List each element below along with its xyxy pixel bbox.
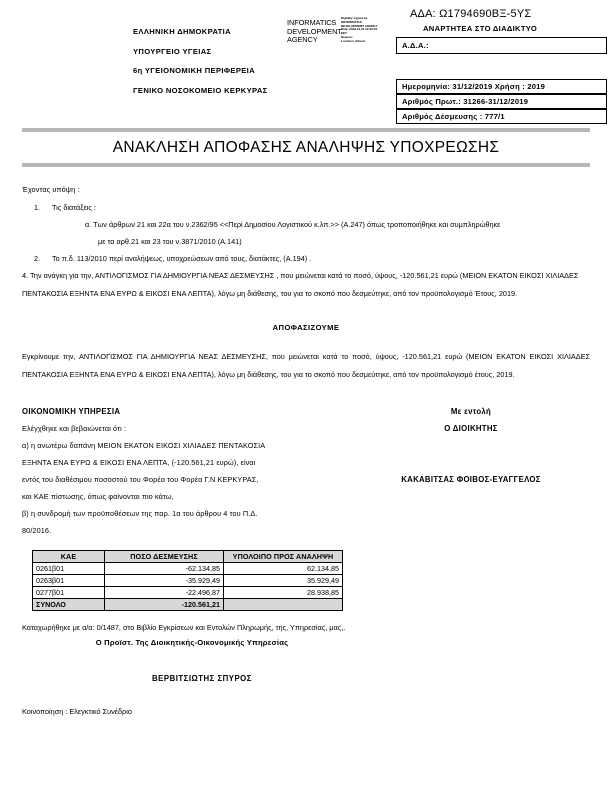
ada-field-box: Α.Δ.Α.:	[396, 37, 607, 54]
column-header-remaining: ΥΠΟΛΟΙΠΟ ΠΡΟΣ ΑΝΑΛΗΨΗ	[224, 551, 343, 563]
signature-line-7: Location: Athens	[341, 38, 366, 43]
financial-service-line-4: εντός του διαθέσιμου ποσοστού του Φορέα του Φορέα Γ.Ν ΚΕΡΚΥΡΑΣ,	[22, 475, 259, 484]
list-item-2	[22, 250, 590, 267]
list-item-4-text: 4. Την ανάγκη για την, ΑΝΤΙΛΟΓΙΣΜΟΣ ΓΙΑ ΔΗΜΙΟΥΡΓΙΑ ΝΕΑΣ ΔΕΣΜΕΥΣΗΣ , που μειώνεται κατά το ποσό, ύψους, -120.561,21 ευρώ (ΜΕΙΟΝ ΕΚΑΤΟΝ ΕΙΚΟΣΙ ΧΙΛΙΑΔΕΣ ΠΕΝΤΑΚΟΣΙΑ ΕΞΗΝΤΑ ΕΝΑ ΕΥΡΩ & ΕΙΚΟΣΙ ΕΝΑ ΛΕΠΤΑ), λόγω μη διάθεσης, του για το σκοπό που δεσμεύτηκε, από τον προϋπολογισμό Έτους, 2019.	[22, 271, 579, 298]
document-header	[0, 0, 612, 122]
cell-amount: -62.134,85	[105, 563, 224, 575]
list-item-2-marker: 2.	[34, 254, 41, 263]
table-row	[33, 563, 343, 575]
table-total-row	[33, 599, 343, 611]
signature-line-6: Reason:	[341, 34, 353, 39]
anartitea-label: ΑΝΑΡΤΗΤΕΑ ΣΤΟ ΔΙΑΔΙΚΤΥΟ	[423, 24, 538, 33]
signature-line-2: INFORMATICS	[341, 19, 362, 24]
ida-stamp-label: INFORMATICS DEVELOPMENT AGENCY	[287, 18, 342, 45]
decision-heading: ΑΠΟΦΑΣΙΖΟΥΜΕ	[272, 323, 340, 332]
by-order-label: Με εντολή	[450, 407, 492, 416]
column-header-amount: ΠΟΣΟ ΔΕΣΜΕΥΣΗΣ	[105, 551, 224, 563]
cell-amount: -35.929,49	[105, 575, 224, 587]
list-item-1a-line-1: α. Των άρθρων 21 και 22α του ν.2362/95 <<Περί Δημοσίου Λογιστικού κ.λπ.>> (Α.247) όπως τροποποιήθηκε και συμπληρώθηκε	[85, 220, 501, 229]
page-title: ΑΝΑΚΛΗΣΗ ΑΠΟΦΑΣΗΣ ΑΝΑΛΗΨΗΣ ΥΠΟΧΡΕΩΣΗΣ	[112, 139, 500, 156]
cell-total-label: ΣΥΝΟΛΟ	[33, 599, 105, 611]
financial-service-line-7: 80/2016.	[22, 526, 52, 535]
digital-signature-stamp	[341, 17, 397, 44]
table-row	[33, 575, 343, 587]
cell-kae: 0277β01	[33, 587, 105, 599]
cell-total-amount: -120.561,21	[105, 599, 224, 611]
ada-code: ΑΔΑ: Ω1794690ΒΞ-5ΥΣ	[410, 8, 532, 20]
financial-service-line-2: α) η ανωτέρω δαπάνη ΜΕΙΟΝ ΕΚΑΤΟΝ ΕΙΚΟΣΙ ΧΙΛΙΑΔΕΣ ΠΕΝΤΑΚΟΣΙΑ	[22, 441, 266, 450]
date-field-box: Ημερομηνία: 31/12/2019 Χρήση : 2019	[396, 79, 607, 94]
financial-service-column	[22, 403, 352, 539]
organization-line-1: ΕΛΛΗΝΙΚΗ ΔΗΜΟΚΡΑΤΙΑ	[133, 27, 231, 36]
cell-amount: -22.496,87	[105, 587, 224, 599]
signature-line-3: DEVELOPMENT AGENCY	[341, 23, 378, 28]
list-item-1-marker: 1.	[34, 203, 41, 212]
organization-block	[133, 22, 308, 100]
table-header-row	[33, 551, 343, 563]
cell-remaining: 35.929,49	[224, 575, 343, 587]
table-row	[33, 587, 343, 599]
list-item-1	[22, 199, 590, 216]
signature-line-5: EET	[341, 31, 347, 36]
signature-line-1: Digitally signed by	[341, 16, 368, 20]
kae-table-wrapper	[22, 550, 590, 611]
list-item-2-text: Το π.δ. 113/2010 περί αναλήψεως, υποχρεώσεων από τους, διατάκτες, (Α.194) .	[52, 254, 312, 263]
document-footer	[0, 619, 612, 716]
document-body	[0, 181, 612, 611]
column-header-kae: ΚΑΕ	[33, 551, 105, 563]
cell-total-remaining	[224, 599, 343, 611]
financial-service-line-3: ΕΞΗΝΤΑ ΕΝΑ ΕΥΡΩ & ΕΙΚΟΣΙ ΕΝΑ ΛΕΠΤΑ, (-120.561,21 ευρώ), είναι	[22, 458, 256, 467]
cell-remaining: 28.938,85	[224, 587, 343, 599]
commitment-field-box: Αριθμός Δέσμευσης : 777/1	[396, 109, 607, 124]
cc-recipients: Κοινοποίηση : Ελεγκτικό Συνέδριο	[22, 707, 132, 716]
cell-kae: 0261β01	[33, 563, 105, 575]
list-item-1-text: Τις διατάξεις :	[52, 203, 96, 212]
organization-line-3: 6η ΥΓΕΙΟΝΟΜΙΚΗ ΠΕΡΙΦΕΡΕΙΑ	[133, 66, 255, 75]
organization-line-2: ΥΠΟΥΡΓΕΙΟ ΥΓΕΙΑΣ	[133, 46, 212, 56]
signer-role: Ο Προϊστ. Της Διοικητικής-Οικονομικής Υπηρεσίας	[95, 638, 289, 647]
kae-table	[32, 550, 343, 611]
authority-column	[352, 403, 590, 539]
registration-text: Καταχωρήθηκε με α/α: 0/1487, στο Βιβλίο Εγκρίσεων και Εντολών Πληρωμής, της, Υπηρεσίας, μας,.	[22, 623, 346, 632]
decision-text: Εγκρίνουμε την, ΑΝΤΙΛΟΓΙΣΜΟΣ ΓΙΑ ΔΗΜΙΟΥΡΓΙΑ ΝΕΑΣ ΔΕΣΜΕΥΣΗΣ, που μειώνεται κατά το ποσό, ύψους, -120.561,21 ευρώ (ΜΕΙΟΝ ΕΚΑΤΟΝ ΕΙΚΟΣΙ ΧΙΛΙΑΔΕΣ ΠΕΝΤΑΚΟΣΙΑ ΕΞΗΝΤΑ ΕΝΑ ΕΥΡΩ & ΕΙΚΟΣΙ ΕΝΑ ΛΕΠΤΑ), λόγω μη διάθεσης, του για το σκοπό που δεσμεύτηκε, από τον προϋπολογισμό έτους, 2019.	[22, 352, 590, 379]
financial-service-heading: ΟΙΚΟΝΟΜΙΚΗ ΥΠΗΡΕΣΙΑ	[22, 407, 121, 416]
preamble-text: Έχοντας υπόψη :	[22, 185, 80, 194]
authority-role: Ο ΔΙΟΙΚΗΤΗΣ	[444, 424, 498, 433]
financial-service-line-6: β) η συνδρομή των προϋποθέσεων της παρ. 1α του άρθρου 4 του Π.Δ.	[22, 509, 258, 518]
signature-line-4: Date: 2019.12.31 12:36:31	[341, 27, 378, 32]
signature-columns	[22, 403, 590, 539]
protocol-field-box: Αριθμός Πρωτ.: 31266-31/12/2019	[396, 94, 607, 109]
financial-service-line-5: και ΚΑΕ πίστωσης, όπως φαίνονται πιο κάτω,	[22, 492, 174, 501]
organization-line-4: ΓΕΝΙΚΟ ΝΟΣΟΚΟΜΕΙΟ ΚΕΡΚΥΡΑΣ	[133, 85, 268, 95]
cell-remaining: 62.134,85	[224, 563, 343, 575]
financial-service-line-1: Ελέγχθηκε και βεβαιώνεται ότι :	[22, 424, 127, 433]
cell-kae: 0263β01	[33, 575, 105, 587]
title-rule-bottom	[22, 163, 590, 167]
signer-name: ΒΕΡΒΙΤΣΙΩΤΗΣ ΣΠΥΡΟΣ	[152, 674, 252, 683]
authority-name: ΚΑΚΑΒΙΤΣΑΣ ΦΟΙΒΟΣ-ΕΥΑΓΓΕΛΟΣ	[401, 475, 541, 484]
list-item-1a-line-2: με τα αρθ.21 και 23 του ν.3871/2010 (Α.141)	[98, 237, 242, 246]
